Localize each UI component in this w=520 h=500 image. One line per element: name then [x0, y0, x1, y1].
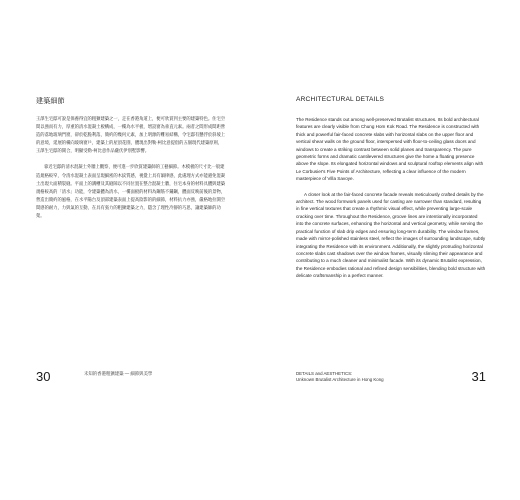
page-number-left: 30 — [36, 369, 51, 384]
footer-right-line1: DETAILS and AESTHETICS: — [296, 371, 353, 376]
english-heading: ARCHITECTURAL DETAILS — [296, 96, 385, 103]
right-page — [260, 0, 520, 500]
english-body-text — [296, 116, 486, 288]
footer-right — [296, 371, 384, 383]
english-paragraph-2: A closer look at the fair-faced concrete facade reveals meticulously crafted details by the architect. The wood formwork panels used for casting are narrower than standard, resulting in fine vertical textures that create a rhythmic visual effect, while preventing large-scale cracking over time. Throughout the Residence, groove lines are intentionally incorporated into the concrete surfaces, enhancing the horizontal and vertical geometry, while serving the practical function of slab drip edges and ensuring long-term durability. The window frames, made with mirror-polished stainless steel, reflect the images of surrounding landscape, subtly integrating the Residence with its environment. Additionally, the slightly protruding horizontal concrete slabs cast shadows over the window frames, visually sliming their appearance and contributing to a much cleaner and minimalist facade. With its dynamic Brutalist expression, the Residence embodies rational and refined design sensibilities, blending bold structure with delicate craftsmanship in a perfect manner. — [296, 191, 486, 279]
chinese-paragraph-1: 王澤生宅邸可說是保養得宜的粗獷建築之一，走在香港角道上，便可欣賞到主要的建築特色。住宅空間以強而有力，厚重的清水混凝土板構成，一樓為水平板，增設窗為垂直元素。兩者之間形成間距營造的落地玻璃門窗，卻於乾脆利落，簡約的幾何元素，加上明源的難易結構，令宅邸有懸浮於斜坡上的意境，延展的橫向玻璃窗戶，建築上的屋頂花園，體現出對勒·柯比意提倡的五個現代建築原則，王澤生宅邸的開合，明顯受勒·柯比意作品薩伏伊別墅影響。 — [36, 117, 226, 155]
footer-right-line2: Unknown Brutalist Architecture in Hong Kong — [296, 377, 384, 382]
footer-left: 未知的香港粗獷建築 — 細節與美學 — [84, 371, 153, 376]
chinese-body-text — [36, 116, 226, 229]
english-paragraph-1: The Residence stands out among well-preserved Brutalist structures. Its bold architectural features are clearly visible from Chung Hom Kok Road. The Residence is constructed with thick and powerful fair-faced concrete slabs with horizontal slabs on the upper floor and vertical shear walls on the ground floor, interspersed with floor-to-ceiling glass doors and windows to create a striking contrast between solid planes and transparency. The pure geometric forms and dramatic cantilevered structures give the home a floating presence above the slope. Its elongated horizontal windows and sculptural rooftop elements align with Le Corbusier's Five Points of Architecture, reflecting a clear influence of the modern masterpiece of Villa Savoye. — [296, 117, 484, 182]
page-number-right: 31 — [471, 369, 486, 384]
chinese-heading: 建築細節 — [36, 97, 65, 105]
chinese-paragraph-2: 靠近宅邸的清水混凝土外牆上觀察，便可進一步欣賞建築師的工藝細節。木模板的尺寸比一般建造規格較窄，令清水混凝土表面呈現細密的木紋質感，視覺上具有韻律感，此處理方式亦能避免混凝土出現大面積裂縫。平面上的溝槽及其縫隙以不同位置在整合混凝土牆，住宅本身的材料具體與建築規格較高的「清水」功能，令建築體為清水，一樓面板的材料為鋼筋不鏽鋼，體面反映前後的景物，營造出簡約的風格，在水平陽台及頂部建築表面上提高陰影的的細節，材料抗力亦強，嚴格地拉開空間感的耐力，力與氣的互動，在具有張力的粗獷建築之力，隱含了理性冷靜的巧思，讓建築師的功架。 — [36, 165, 226, 220]
